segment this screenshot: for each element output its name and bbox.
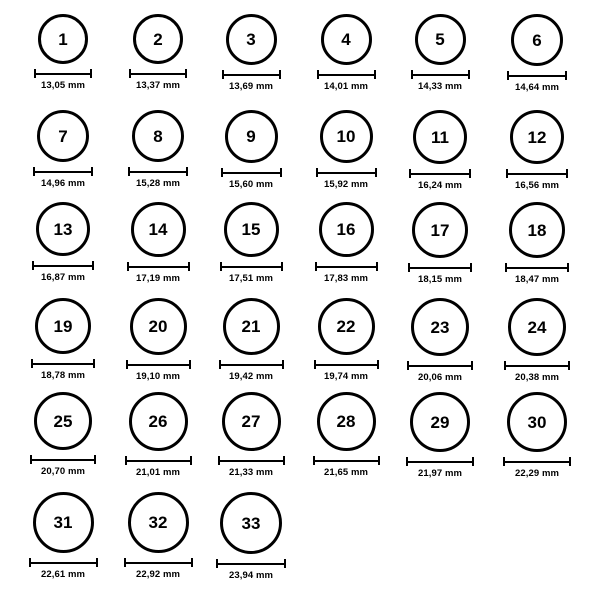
ring-diameter-label: 20,38 mm: [514, 372, 560, 383]
ring-size-cell[interactable]: [118, 392, 198, 478]
measure-cap-left: [34, 69, 36, 78]
diameter-measure-bar: [32, 261, 94, 269]
ring-diameter-label: 18,15 mm: [417, 274, 463, 285]
ring-size-cell[interactable]: [400, 110, 480, 191]
ring-diameter-label: 19,10 mm: [135, 371, 181, 382]
ring-size-label: 10: [336, 127, 356, 146]
measure-cap-left: [316, 168, 318, 177]
ring-size-label: 3: [246, 30, 256, 49]
ring-circle: [321, 14, 372, 65]
measure-cap-left: [411, 70, 413, 79]
ring-size-cell[interactable]: [118, 298, 198, 382]
diameter-measure-bar: [34, 69, 92, 77]
ring-diameter-label: 20,70 mm: [40, 466, 86, 477]
ring-size-cell[interactable]: [497, 110, 577, 191]
ring-diameter-label: 17,83 mm: [323, 273, 369, 284]
measure-cap-right: [93, 359, 95, 368]
ring-circle: [413, 110, 467, 164]
diameter-measure-bar: [31, 359, 95, 367]
ring-diameter-label: 21,01 mm: [135, 467, 181, 478]
measure-cap-right: [190, 456, 192, 465]
diameter-measure-bar: [220, 262, 283, 270]
measure-cap-left: [503, 457, 505, 466]
ring-size-label: 15: [241, 220, 261, 239]
measure-cap-right: [469, 169, 471, 178]
ring-circle: [510, 110, 564, 164]
ring-circle: [128, 492, 189, 553]
measure-cap-right: [96, 558, 98, 567]
ring-size-cell[interactable]: [118, 14, 198, 91]
diameter-measure-bar: [126, 360, 191, 368]
ring-diameter-label: 17,19 mm: [135, 273, 181, 284]
ring-diameter-label: 15,28 mm: [135, 178, 181, 189]
ring-circle: [223, 298, 280, 355]
measure-cap-right: [92, 261, 94, 270]
ring-diameter-label: 14,01 mm: [323, 81, 369, 92]
measure-cap-left: [313, 456, 315, 465]
ring-diameter-label: 20,06 mm: [417, 372, 463, 383]
measure-cap-left: [128, 167, 130, 176]
ring-size-label: 21: [241, 317, 261, 336]
ring-diameter-label: 19,42 mm: [228, 371, 274, 382]
measure-cap-left: [408, 263, 410, 272]
ring-size-cell[interactable]: [23, 14, 103, 91]
ring-size-label: 23: [430, 317, 450, 337]
ring-size-label: 9: [246, 127, 256, 146]
measure-cap-left: [31, 359, 33, 368]
measure-cap-left: [221, 168, 223, 177]
measure-cap-left: [218, 456, 220, 465]
diameter-measure-bar: [124, 558, 193, 566]
ring-size-cell[interactable]: [118, 492, 198, 580]
ring-size-cell[interactable]: [23, 392, 103, 477]
ring-size-label: 22: [336, 317, 356, 336]
ring-size-cell[interactable]: [497, 202, 577, 285]
measure-cap-right: [94, 455, 96, 464]
measure-line: [504, 365, 570, 367]
measure-line: [125, 460, 192, 462]
diameter-measure-bar: [33, 167, 93, 175]
ring-size-label: 29: [430, 412, 450, 432]
ring-size-cell[interactable]: [400, 298, 480, 383]
measure-cap-right: [568, 361, 570, 370]
ring-circle: [415, 14, 466, 65]
diameter-measure-bar: [507, 71, 567, 79]
ring-diameter-label: 18,78 mm: [40, 370, 86, 381]
measure-line: [222, 74, 281, 76]
measure-cap-right: [282, 360, 284, 369]
measure-line: [317, 74, 376, 76]
ring-size-cell[interactable]: [211, 202, 291, 284]
measure-cap-left: [32, 261, 34, 270]
ring-circle: [410, 392, 470, 452]
measure-cap-right: [567, 263, 569, 272]
measure-cap-right: [91, 167, 93, 176]
measure-cap-left: [33, 167, 35, 176]
measure-line: [316, 172, 377, 174]
diameter-measure-bar: [314, 360, 379, 368]
ring-size-cell[interactable]: [211, 298, 291, 382]
ring-diameter-label: 18,47 mm: [514, 274, 560, 285]
measure-line: [505, 267, 569, 269]
ring-size-cell[interactable]: [400, 14, 480, 92]
measure-line: [31, 363, 95, 365]
ring-size-cell[interactable]: [400, 392, 480, 479]
measure-cap-right: [471, 361, 473, 370]
ring-circle: [34, 392, 92, 450]
ring-size-label: 14: [148, 220, 168, 239]
measure-line: [315, 266, 378, 268]
ring-circle: [226, 14, 277, 65]
ring-size-label: 6: [532, 30, 542, 50]
ring-diameter-label: 16,87 mm: [40, 272, 86, 283]
measure-cap-left: [409, 169, 411, 178]
ring-size-label: 13: [53, 219, 73, 239]
diameter-measure-bar: [128, 167, 188, 175]
ring-circle: [222, 392, 281, 451]
measure-cap-left: [219, 360, 221, 369]
diameter-measure-bar: [408, 263, 472, 271]
measure-line: [506, 173, 568, 175]
ring-size-cell[interactable]: [118, 202, 198, 284]
ring-size-cell[interactable]: [211, 392, 291, 478]
ring-circle: [220, 492, 282, 554]
ring-size-label: 33: [241, 513, 261, 533]
measure-line: [411, 74, 470, 76]
ring-size-cell[interactable]: [211, 110, 291, 190]
diameter-measure-bar: [407, 361, 473, 369]
measure-cap-left: [30, 455, 32, 464]
ring-size-label: 4: [341, 30, 351, 49]
diameter-measure-bar: [313, 456, 380, 464]
ring-circle: [320, 110, 373, 163]
diameter-measure-bar: [218, 456, 285, 464]
ring-diameter-label: 21,33 mm: [228, 467, 274, 478]
measure-cap-left: [222, 70, 224, 79]
diameter-measure-bar: [30, 455, 96, 463]
measure-line: [406, 461, 474, 463]
measure-cap-right: [468, 70, 470, 79]
measure-cap-left: [125, 456, 127, 465]
ring-size-label: 19: [53, 316, 73, 336]
ring-diameter-label: 13,69 mm: [228, 81, 274, 92]
ring-diameter-label: 17,51 mm: [228, 273, 274, 284]
measure-cap-right: [569, 457, 571, 466]
measure-cap-right: [284, 559, 286, 568]
measure-cap-right: [374, 70, 376, 79]
ring-circle: [225, 110, 278, 163]
diameter-measure-bar: [129, 69, 187, 77]
ring-size-label: 24: [527, 317, 547, 337]
ring-diameter-label: 15,60 mm: [228, 179, 274, 190]
ring-diameter-label: 22,61 mm: [40, 569, 86, 580]
ring-size-label: 27: [241, 412, 261, 431]
ring-circle: [35, 298, 91, 354]
diameter-measure-bar: [409, 169, 471, 177]
ring-circle: [319, 202, 374, 257]
measure-cap-left: [216, 559, 218, 568]
measure-cap-left: [407, 361, 409, 370]
measure-cap-left: [127, 262, 129, 271]
ring-circle: [508, 298, 566, 356]
ring-circle: [509, 202, 565, 258]
ring-size-label: 12: [527, 127, 547, 147]
ring-circle: [131, 202, 186, 257]
measure-cap-right: [90, 69, 92, 78]
diameter-measure-bar: [216, 559, 286, 567]
measure-cap-right: [472, 457, 474, 466]
diameter-measure-bar: [506, 169, 568, 177]
measure-line: [129, 73, 187, 75]
measure-line: [216, 563, 286, 565]
diameter-measure-bar: [406, 457, 474, 465]
measure-cap-right: [188, 262, 190, 271]
ring-circle: [36, 202, 90, 256]
ring-size-cell[interactable]: [306, 110, 386, 190]
measure-line: [314, 364, 379, 366]
measure-line: [408, 267, 472, 269]
ring-size-label: 16: [336, 220, 356, 239]
ring-circle: [224, 202, 279, 257]
ring-size-cell[interactable]: [497, 298, 577, 383]
ring-circle: [38, 14, 88, 64]
ring-circle: [33, 492, 94, 553]
diameter-measure-bar: [505, 263, 569, 271]
measure-cap-right: [565, 71, 567, 80]
measure-cap-right: [376, 262, 378, 271]
ring-size-label: 18: [527, 220, 547, 240]
measure-line: [128, 171, 188, 173]
measure-line: [313, 460, 380, 462]
ring-size-cell[interactable]: [306, 202, 386, 284]
measure-cap-left: [129, 69, 131, 78]
ring-circle: [130, 298, 187, 355]
ring-size-label: 1: [58, 29, 68, 49]
ring-size-label: 2: [153, 29, 163, 49]
ring-size-label: 5: [435, 30, 445, 49]
measure-line: [219, 364, 284, 366]
ring-size-label: 8: [153, 126, 163, 146]
ring-diameter-label: 13,37 mm: [135, 80, 181, 91]
ring-diameter-label: 23,94 mm: [228, 570, 274, 581]
ring-size-cell[interactable]: [306, 298, 386, 382]
ring-diameter-label: 15,92 mm: [323, 179, 369, 190]
ring-size-cell[interactable]: [211, 14, 291, 92]
diameter-measure-bar: [127, 262, 190, 270]
measure-cap-right: [191, 558, 193, 567]
ring-diameter-label: 21,65 mm: [323, 467, 369, 478]
measure-cap-left: [315, 262, 317, 271]
measure-cap-left: [126, 360, 128, 369]
measure-cap-left: [506, 169, 508, 178]
diameter-measure-bar: [503, 457, 571, 465]
ring-circle: [507, 392, 567, 452]
measure-line: [126, 364, 191, 366]
measure-line: [407, 365, 473, 367]
measure-cap-right: [185, 69, 187, 78]
ring-circle: [132, 110, 184, 162]
measure-cap-right: [378, 456, 380, 465]
diameter-measure-bar: [125, 456, 192, 464]
ring-size-cell[interactable]: [497, 392, 577, 479]
measure-line: [30, 459, 96, 461]
measure-line: [220, 266, 283, 268]
measure-line: [503, 461, 571, 463]
ring-diameter-label: 22,29 mm: [514, 468, 560, 479]
ring-diameter-label: 14,96 mm: [40, 178, 86, 189]
measure-cap-left: [406, 457, 408, 466]
measure-cap-left: [220, 262, 222, 271]
ring-size-label: 30: [527, 412, 547, 432]
measure-cap-left: [505, 263, 507, 272]
ring-diameter-label: 19,74 mm: [323, 371, 369, 382]
measure-cap-right: [186, 167, 188, 176]
measure-cap-right: [377, 360, 379, 369]
ring-size-cell[interactable]: [23, 492, 103, 580]
ring-size-label: 26: [148, 412, 168, 431]
ring-size-label: 11: [431, 127, 449, 147]
ring-size-cell[interactable]: [400, 202, 480, 285]
ring-diameter-label: 16,56 mm: [514, 180, 560, 191]
diameter-measure-bar: [222, 70, 281, 78]
measure-cap-right: [283, 456, 285, 465]
ring-diameter-label: 22,92 mm: [135, 569, 181, 580]
measure-cap-left: [317, 70, 319, 79]
diameter-measure-bar: [315, 262, 378, 270]
ring-circle: [129, 392, 188, 451]
ring-circle: [412, 202, 468, 258]
measure-cap-right: [189, 360, 191, 369]
ring-size-label: 25: [53, 411, 73, 431]
measure-cap-right: [375, 168, 377, 177]
measure-line: [34, 73, 92, 75]
ring-size-cell[interactable]: [497, 14, 577, 93]
ring-circle: [37, 110, 89, 162]
measure-cap-right: [280, 168, 282, 177]
ring-size-cell[interactable]: [23, 298, 103, 381]
diameter-measure-bar: [221, 168, 282, 176]
ring-size-label: 17: [430, 220, 450, 240]
measure-cap-right: [281, 262, 283, 271]
measure-cap-right: [470, 263, 472, 272]
diameter-measure-bar: [317, 70, 376, 78]
ring-diameter-label: 14,33 mm: [417, 81, 463, 92]
ring-size-cell[interactable]: [23, 202, 103, 283]
ring-size-label: 32: [148, 513, 168, 532]
diameter-measure-bar: [316, 168, 377, 176]
ring-size-cell[interactable]: [211, 492, 291, 581]
ring-circle: [133, 14, 183, 64]
measure-line: [218, 460, 285, 462]
ring-size-label: 31: [53, 513, 73, 532]
measure-cap-left: [29, 558, 31, 567]
ring-circle: [511, 14, 563, 66]
measure-cap-left: [504, 361, 506, 370]
ring-size-cell[interactable]: [23, 110, 103, 189]
measure-line: [29, 562, 98, 564]
measure-line: [507, 75, 567, 77]
measure-cap-left: [124, 558, 126, 567]
ring-diameter-label: 14,64 mm: [514, 82, 560, 93]
measure-cap-right: [566, 169, 568, 178]
ring-diameter-label: 13,05 mm: [40, 80, 86, 91]
ring-circle: [317, 392, 376, 451]
measure-line: [33, 171, 93, 173]
ring-size-label: 7: [58, 126, 68, 146]
measure-line: [32, 265, 94, 267]
ring-size-cell[interactable]: [118, 110, 198, 189]
diameter-measure-bar: [504, 361, 570, 369]
diameter-measure-bar: [29, 558, 98, 566]
ring-size-cell[interactable]: [306, 392, 386, 478]
measure-line: [221, 172, 282, 174]
ring-circle: [411, 298, 469, 356]
ring-circle: [318, 298, 375, 355]
diameter-measure-bar: [219, 360, 284, 368]
ring-size-label: 28: [336, 412, 356, 431]
measure-cap-left: [507, 71, 509, 80]
measure-line: [127, 266, 190, 268]
measure-cap-right: [279, 70, 281, 79]
ring-diameter-label: 16,24 mm: [417, 180, 463, 191]
diameter-measure-bar: [411, 70, 470, 78]
measure-cap-left: [314, 360, 316, 369]
ring-diameter-label: 21,97 mm: [417, 468, 463, 479]
ring-size-label: 20: [148, 317, 168, 336]
ring-size-cell[interactable]: [306, 14, 386, 92]
measure-line: [124, 562, 193, 564]
measure-line: [409, 173, 471, 175]
